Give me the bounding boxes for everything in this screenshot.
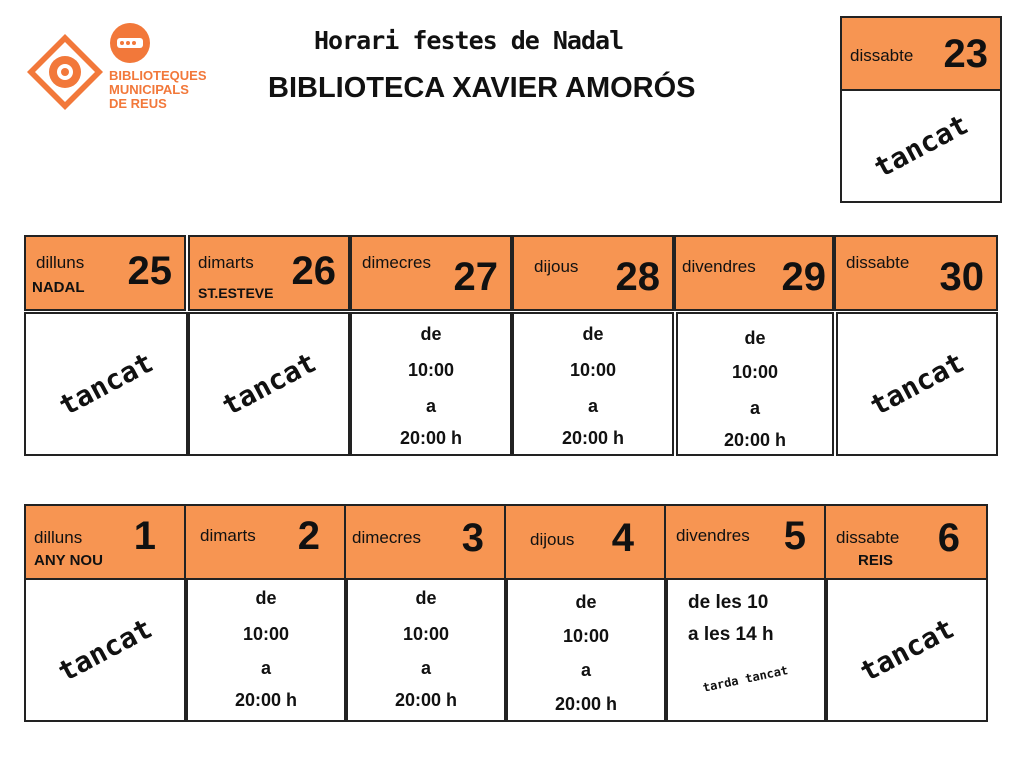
day-header — [834, 235, 998, 311]
day-number: 3 — [461, 516, 484, 560]
holiday-label: REIS — [858, 552, 894, 569]
top-card-header — [840, 16, 1002, 91]
day-header — [344, 504, 506, 580]
day-body — [826, 578, 988, 722]
day-name: dilluns — [34, 528, 83, 547]
hours-to: a — [580, 660, 591, 680]
day-number: 1 — [133, 514, 156, 558]
day-status: tancat — [53, 345, 159, 423]
day-header — [512, 235, 674, 311]
day-name: dimecres — [362, 253, 431, 272]
hours-start: 10:00 — [562, 626, 610, 646]
day-body — [24, 578, 186, 722]
day-name: dimarts — [200, 526, 256, 545]
schedule-title: Horari festes de Nadal — [314, 26, 624, 55]
holiday-label: ST.ESTEVE — [198, 285, 274, 301]
hours-to: a — [749, 398, 760, 418]
day-header — [504, 504, 666, 580]
day-status: tancat — [854, 611, 960, 689]
hours-to: a — [260, 658, 271, 678]
day-name: divendres — [682, 257, 756, 276]
holiday-label: ANY NOU — [34, 552, 103, 569]
logo-line-2: MUNICIPALS — [109, 82, 189, 97]
day-header — [188, 235, 350, 311]
hours-from: de — [255, 588, 277, 608]
day-header — [184, 504, 346, 580]
hours-from: de — [415, 588, 437, 608]
holiday-label: NADAL — [32, 279, 85, 296]
day-body — [512, 312, 674, 456]
day-name: divendres — [676, 526, 750, 545]
library-logo — [25, 22, 225, 122]
day-body — [188, 312, 350, 456]
day-body — [24, 312, 188, 456]
day-header — [664, 504, 826, 580]
top-card-day: dissabte — [850, 46, 914, 65]
rose-emblem-icon — [25, 32, 105, 112]
day-number: 5 — [783, 514, 806, 558]
hours-morning-start: de les 10 — [688, 592, 769, 613]
hours-morning-end: a les 14 h — [688, 624, 774, 645]
day-number: 27 — [453, 255, 498, 299]
day-header — [24, 504, 186, 580]
day-name: dimarts — [198, 253, 254, 272]
afternoon-closed-note: tarda tancat — [701, 663, 790, 695]
day-number: 4 — [611, 516, 634, 560]
top-card-number: 23 — [943, 32, 988, 76]
hours-end: 20:00 h — [234, 690, 298, 710]
hours-from: de — [575, 592, 597, 612]
day-body — [836, 312, 998, 456]
day-number: 26 — [291, 249, 336, 293]
day-name: dijous — [530, 530, 575, 549]
day-status: tancat — [864, 345, 970, 423]
hours-end: 20:00 h — [394, 690, 458, 710]
hours-start: 10:00 — [407, 360, 455, 380]
hours-start: 10:00 — [402, 624, 450, 644]
hours-start: 10:00 — [242, 624, 290, 644]
hours-from: de — [582, 324, 604, 344]
hours-to: a — [420, 658, 431, 678]
hours-end: 20:00 h — [561, 428, 625, 448]
library-name: BIBLIOTECA XAVIER AMORÓS — [268, 72, 696, 104]
day-body — [506, 578, 666, 722]
day-number: 30 — [939, 255, 984, 299]
day-name: dilluns — [36, 253, 85, 272]
hours-end: 20:00 h — [554, 694, 618, 714]
day-body — [346, 578, 506, 722]
hours-end: 20:00 h — [723, 430, 787, 450]
day-number: 6 — [937, 516, 960, 560]
day-body — [666, 578, 826, 722]
day-number: 29 — [781, 255, 826, 299]
day-name: dijous — [534, 257, 579, 276]
book-icon — [109, 22, 151, 64]
hours-from: de — [420, 324, 442, 344]
hours-to: a — [587, 396, 598, 416]
hours-to: a — [425, 396, 436, 416]
day-status: tancat — [216, 345, 322, 423]
hours-from: de — [744, 328, 766, 348]
hours-end: 20:00 h — [399, 428, 463, 448]
day-header — [350, 235, 512, 311]
day-body — [676, 312, 834, 456]
day-name: dissabte — [846, 253, 910, 272]
day-body — [186, 578, 346, 722]
day-status: tancat — [52, 611, 158, 689]
day-name: dissabte — [836, 528, 900, 547]
day-number: 28 — [615, 255, 660, 299]
logo-line-1: BIBLIOTEQUES — [109, 68, 207, 83]
day-header — [674, 235, 834, 311]
day-header — [24, 235, 186, 311]
top-card-status: tancat — [868, 107, 974, 185]
day-body — [350, 312, 512, 456]
logo-line-3: DE REUS — [109, 96, 167, 111]
top-card-body — [840, 89, 1002, 203]
hours-start: 10:00 — [731, 362, 779, 382]
day-number: 2 — [297, 514, 320, 558]
day-name: dimecres — [352, 528, 421, 547]
day-header — [824, 504, 988, 580]
hours-start: 10:00 — [569, 360, 617, 380]
day-number: 25 — [127, 249, 172, 293]
